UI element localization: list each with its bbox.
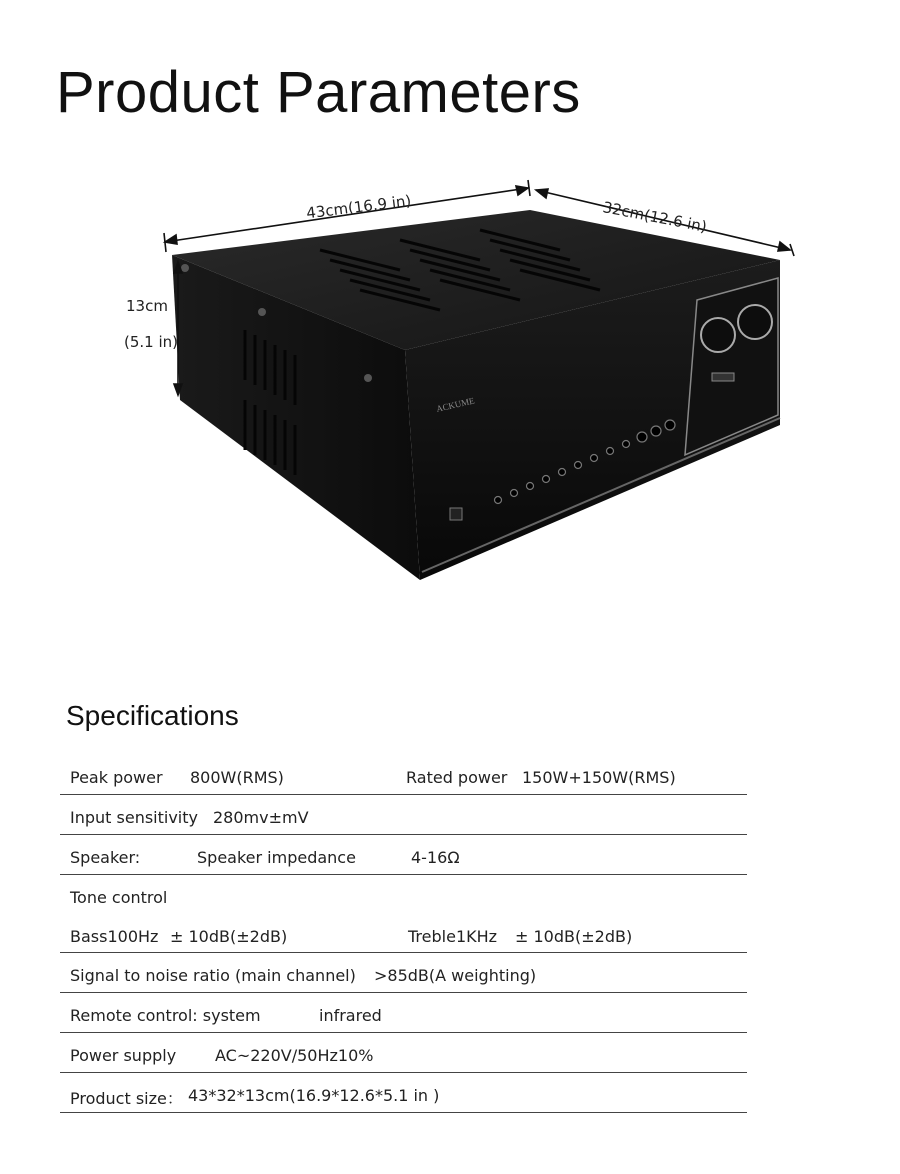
spec-value: AC~220V/50Hz10% [215,1046,374,1065]
spec-value: 43*32*13cm(16.9*12.6*5.1 in ) [188,1086,440,1105]
spec-row-remote-control [60,992,747,1033]
spec-value: infrared [319,1006,382,1025]
spec-label: Bass100Hz [70,927,159,946]
spec-value: 150W+150W(RMS) [522,768,676,787]
spec-value: ± 10dB(±2dB) [515,927,633,946]
volume-knob-icon [738,305,772,339]
screw-icon [181,264,189,272]
specifications-heading: Specifications [66,700,239,731]
spec-value: 800W(RMS) [190,768,284,787]
spec-value: >85dB(A weighting) [374,966,537,985]
depth-dimension-label: 32cm(12.6 in) [601,198,709,236]
brand-logo: ACKUME [435,395,476,414]
spec-label: Speaker impedance [197,848,356,867]
spec-row-input-sensitivity [60,794,747,835]
spec-row-product-size [60,1072,747,1113]
spec-label: Speaker: [70,848,141,867]
spec-value: 280mv±mV [213,808,309,827]
spec-label: Tone control [70,888,168,907]
spec-label: Treble1KHz [408,927,498,946]
spec-row-tone-control [60,874,747,953]
spec-label: Product size： [70,1089,183,1108]
power-button-icon [450,508,462,520]
height-dimension-label-in: (5.1 in) [124,333,179,351]
screw-icon [364,374,372,382]
page-title: Product Parameters [56,60,581,125]
spec-row-power-supply [60,1032,747,1073]
amplifier-illustration [100,160,820,600]
usb-slot-icon [712,373,734,381]
screw-icon [258,308,266,316]
spec-label: Input sensitivity [70,808,198,827]
spec-value: ± 10dB(±2dB) [170,927,288,946]
spec-row-speaker [60,834,747,875]
spec-row-peak-power [60,756,747,795]
spec-label: Peak power [70,768,163,787]
spec-label: Power supply [70,1046,177,1065]
spec-label: Signal to noise ratio (main channel) [70,966,356,985]
amplifier-product-image [100,160,820,600]
spec-label: Remote control: system [70,1006,261,1025]
height-dimension-label-cm: 13cm [126,297,168,315]
spec-row-signal-noise [60,952,747,993]
volume-knob-icon [701,318,735,352]
spec-label: Rated power [406,768,508,787]
width-dimension-label: 43cm(16.9 in) [305,191,413,223]
spec-value: 4-16Ω [411,848,460,867]
